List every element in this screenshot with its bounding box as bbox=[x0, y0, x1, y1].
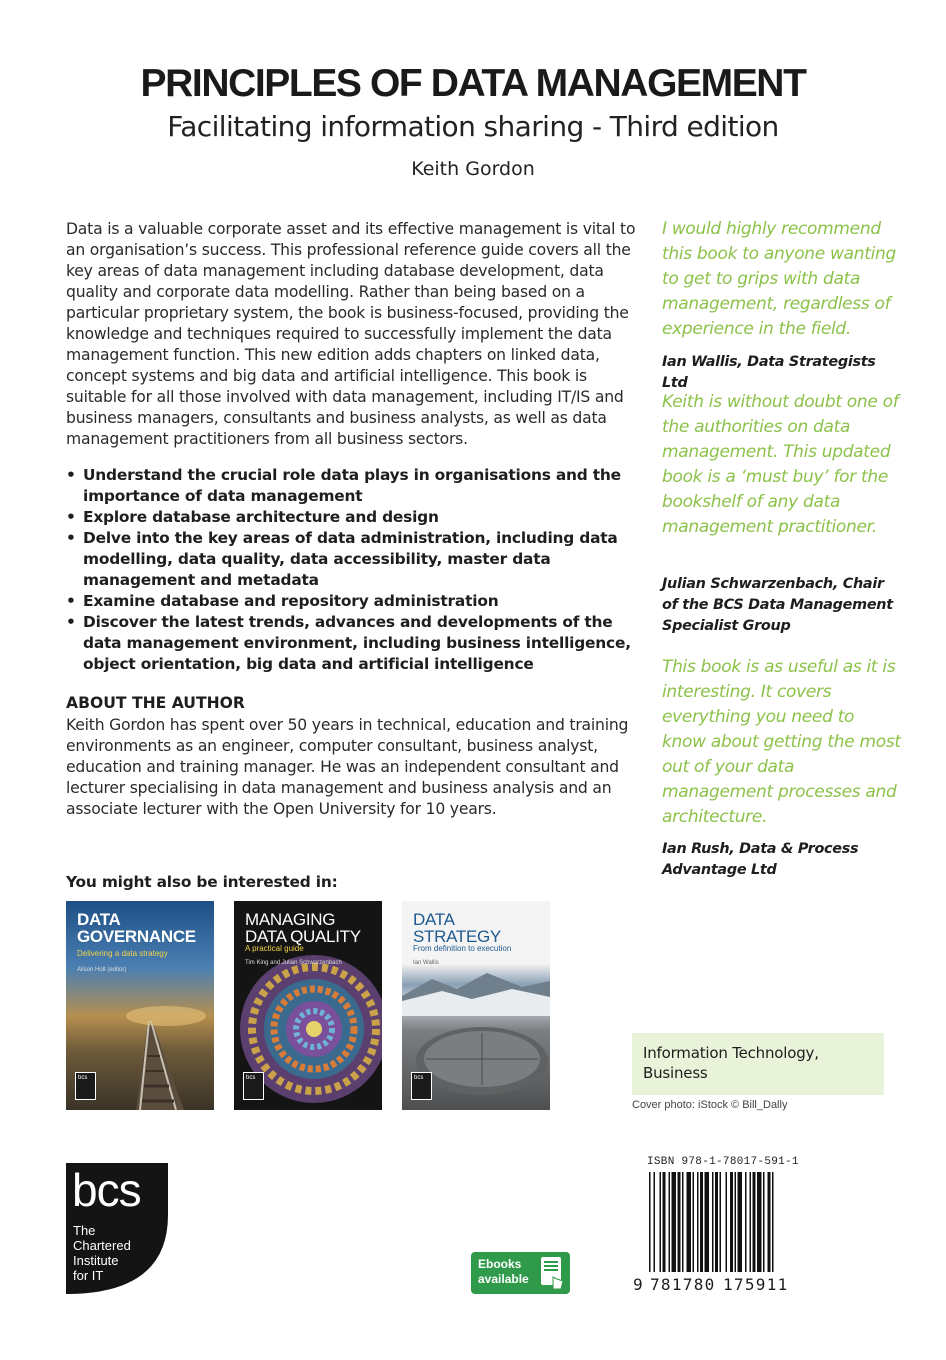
barcode-bar bbox=[682, 1172, 684, 1272]
book-title: PRINCIPLES OF DATA MANAGEMENT bbox=[140, 62, 806, 105]
related-book-title-line2: DATA QUALITY bbox=[245, 927, 361, 946]
barcode-bar bbox=[738, 1172, 743, 1272]
related-book-author: Alison Holt (editor) bbox=[77, 967, 127, 973]
bcs-tagline-line: The bbox=[73, 1223, 96, 1238]
isbn-label: ISBN 978-1-78017-591-1 bbox=[647, 1156, 799, 1168]
review-quote-3: This book is as useful as it is interesting. It covers everything you need to know about getting the most out of your data management processes and architecture. bbox=[662, 657, 901, 827]
barcode-bar bbox=[693, 1172, 695, 1272]
barcode-bar bbox=[735, 1172, 737, 1272]
barcode-bar bbox=[705, 1172, 710, 1272]
related-book-title-line1: MANAGING bbox=[245, 910, 336, 929]
intro-paragraph: Data is a valuable corporate asset and its effective management is vital to an organisation’s success. This professional reference guide covers all the key areas of data management including database development, data quality and corporate data modelling. Rather than being based on a particular proprietary system, the book is business-focused, providing the knowledge and techniques required to successfully implement the data management function. This new edition adds chapters on linked data, concept systems and big data and artificial intelligence. This book is suitable for all those involved with data management, including IT/IS and business managers, consultants and business analysts, as well as data management practitioners from all business sectors. bbox=[66, 220, 636, 448]
related-book-data-governance[interactable] bbox=[66, 901, 214, 1110]
feature-list bbox=[66, 465, 631, 675]
barcode-bar bbox=[715, 1172, 718, 1272]
barcode-bar bbox=[730, 1172, 733, 1272]
review-quote-2: Keith is without doubt one of the authorities on data management. This updated book is a ‘must buy’ for the bookshelf of any data management practitioner. bbox=[662, 392, 899, 537]
ebook-device-icon bbox=[537, 1255, 567, 1293]
barcode-bar bbox=[720, 1172, 722, 1272]
barcode-bar bbox=[753, 1172, 756, 1272]
ebooks-available-badge[interactable] bbox=[471, 1252, 570, 1294]
bcs-tagline bbox=[73, 1223, 131, 1283]
about-author-heading: ABOUT THE AUTHOR bbox=[66, 694, 245, 712]
feature-item: • Examine database and repository administration bbox=[66, 591, 631, 612]
related-book-managing-data-quality[interactable] bbox=[234, 901, 382, 1110]
related-book-author: Ian Wallis bbox=[413, 960, 439, 966]
ebooks-label bbox=[478, 1257, 529, 1287]
cover-photo-credit: Cover photo: iStock © Bill_Dally bbox=[632, 1099, 788, 1111]
related-book-title-line1: DATA bbox=[413, 910, 455, 929]
category-box bbox=[632, 1033, 884, 1095]
book-subtitle: Facilitating information sharing - Third edition bbox=[167, 110, 779, 143]
related-book-data-strategy[interactable] bbox=[402, 901, 550, 1110]
feature-item: • Discover the latest trends, advances and developments of the data management environment, including business intelligence, object orientation, big data and artificial intelligence bbox=[66, 612, 631, 675]
related-book-author: Tim King and Julian Schwarzenbach bbox=[245, 960, 342, 966]
ebooks-line: available bbox=[478, 1272, 529, 1286]
barcode-bar bbox=[660, 1172, 662, 1272]
book-author: Keith Gordon bbox=[411, 158, 535, 180]
barcode-bar bbox=[669, 1172, 671, 1272]
feature-item: • Understand the crucial role data plays in organisations and the importance of data management bbox=[66, 465, 631, 507]
bcs-tagline-line: Institute bbox=[73, 1253, 119, 1268]
ebooks-line: Ebooks bbox=[478, 1257, 522, 1271]
review-attribution-3: Ian Rush, Data & Process Advantage Ltd bbox=[662, 841, 859, 878]
category-label: Information Technology, Business bbox=[643, 1044, 819, 1082]
barcode-bar bbox=[697, 1172, 699, 1272]
feature-item: • Explore database architecture and design bbox=[66, 507, 631, 528]
barcode-bar bbox=[687, 1172, 692, 1272]
bcs-mini-logo: bcs bbox=[243, 1072, 264, 1100]
related-book-title-line2: STRATEGY bbox=[413, 927, 501, 946]
barcode-bar bbox=[654, 1172, 656, 1272]
barcode-bar bbox=[750, 1172, 752, 1272]
barcode-bar bbox=[726, 1172, 728, 1272]
barcode-bar bbox=[763, 1172, 765, 1272]
related-book-subtitle: Delivering a data strategy bbox=[77, 949, 168, 958]
related-books-heading: You might also be interested in: bbox=[66, 873, 338, 891]
about-author-text: Keith Gordon has spent over 50 years in technical, education and training environments as an engineer, computer consultant, business analyst, education and training manager. He was an independent consultant and lecturer specialising in data management and business analysis and an associate lecturer with the Open University for 10 years. bbox=[66, 716, 629, 818]
bcs-logo-text: bcs bbox=[72, 1164, 141, 1216]
bcs-mini-logo: bcs bbox=[75, 1072, 96, 1100]
bcs-tagline-line: Chartered bbox=[73, 1238, 131, 1253]
review-quote-1: I would highly recommend this book to anyone wanting to get to grips with data management, regardless of experience in the field. bbox=[662, 219, 896, 339]
barcode-bar bbox=[745, 1172, 747, 1272]
barcode-digits-left: 781780 bbox=[650, 1275, 716, 1294]
barcode-bar bbox=[757, 1172, 762, 1272]
barcode-digit-first: 9 bbox=[633, 1275, 644, 1294]
barcode-bar bbox=[649, 1172, 651, 1272]
barcode-bars bbox=[633, 1172, 797, 1276]
review-attribution-2: Julian Schwarzenbach, Chair of the BCS Data Management Specialist Group bbox=[662, 576, 893, 634]
barcode-bar bbox=[678, 1172, 681, 1272]
barcode-bar bbox=[712, 1172, 714, 1272]
related-book-subtitle: A practical guide bbox=[245, 944, 304, 953]
feature-item: • Delve into the key areas of data administration, including data modelling, data quality, data accessibility, master data management and metadata bbox=[66, 528, 631, 591]
bcs-tagline-line: for IT bbox=[73, 1268, 104, 1283]
review-attribution-1: Ian Wallis, Data Strategists Ltd bbox=[662, 354, 876, 391]
barcode-bar bbox=[768, 1172, 771, 1272]
barcode-bar bbox=[700, 1172, 703, 1272]
barcode-digits-right: 175911 bbox=[723, 1275, 789, 1294]
bcs-logo bbox=[66, 1163, 168, 1294]
related-book-subtitle: From definition to execution bbox=[413, 944, 512, 953]
related-book-title-line1: DATA bbox=[77, 910, 121, 929]
barcode-bar bbox=[772, 1172, 774, 1272]
barcode-bar bbox=[663, 1172, 666, 1272]
bcs-mini-logo: bcs bbox=[411, 1072, 432, 1100]
related-book-title-line2: GOVERNANCE bbox=[77, 927, 196, 946]
barcode-bar bbox=[672, 1172, 677, 1272]
